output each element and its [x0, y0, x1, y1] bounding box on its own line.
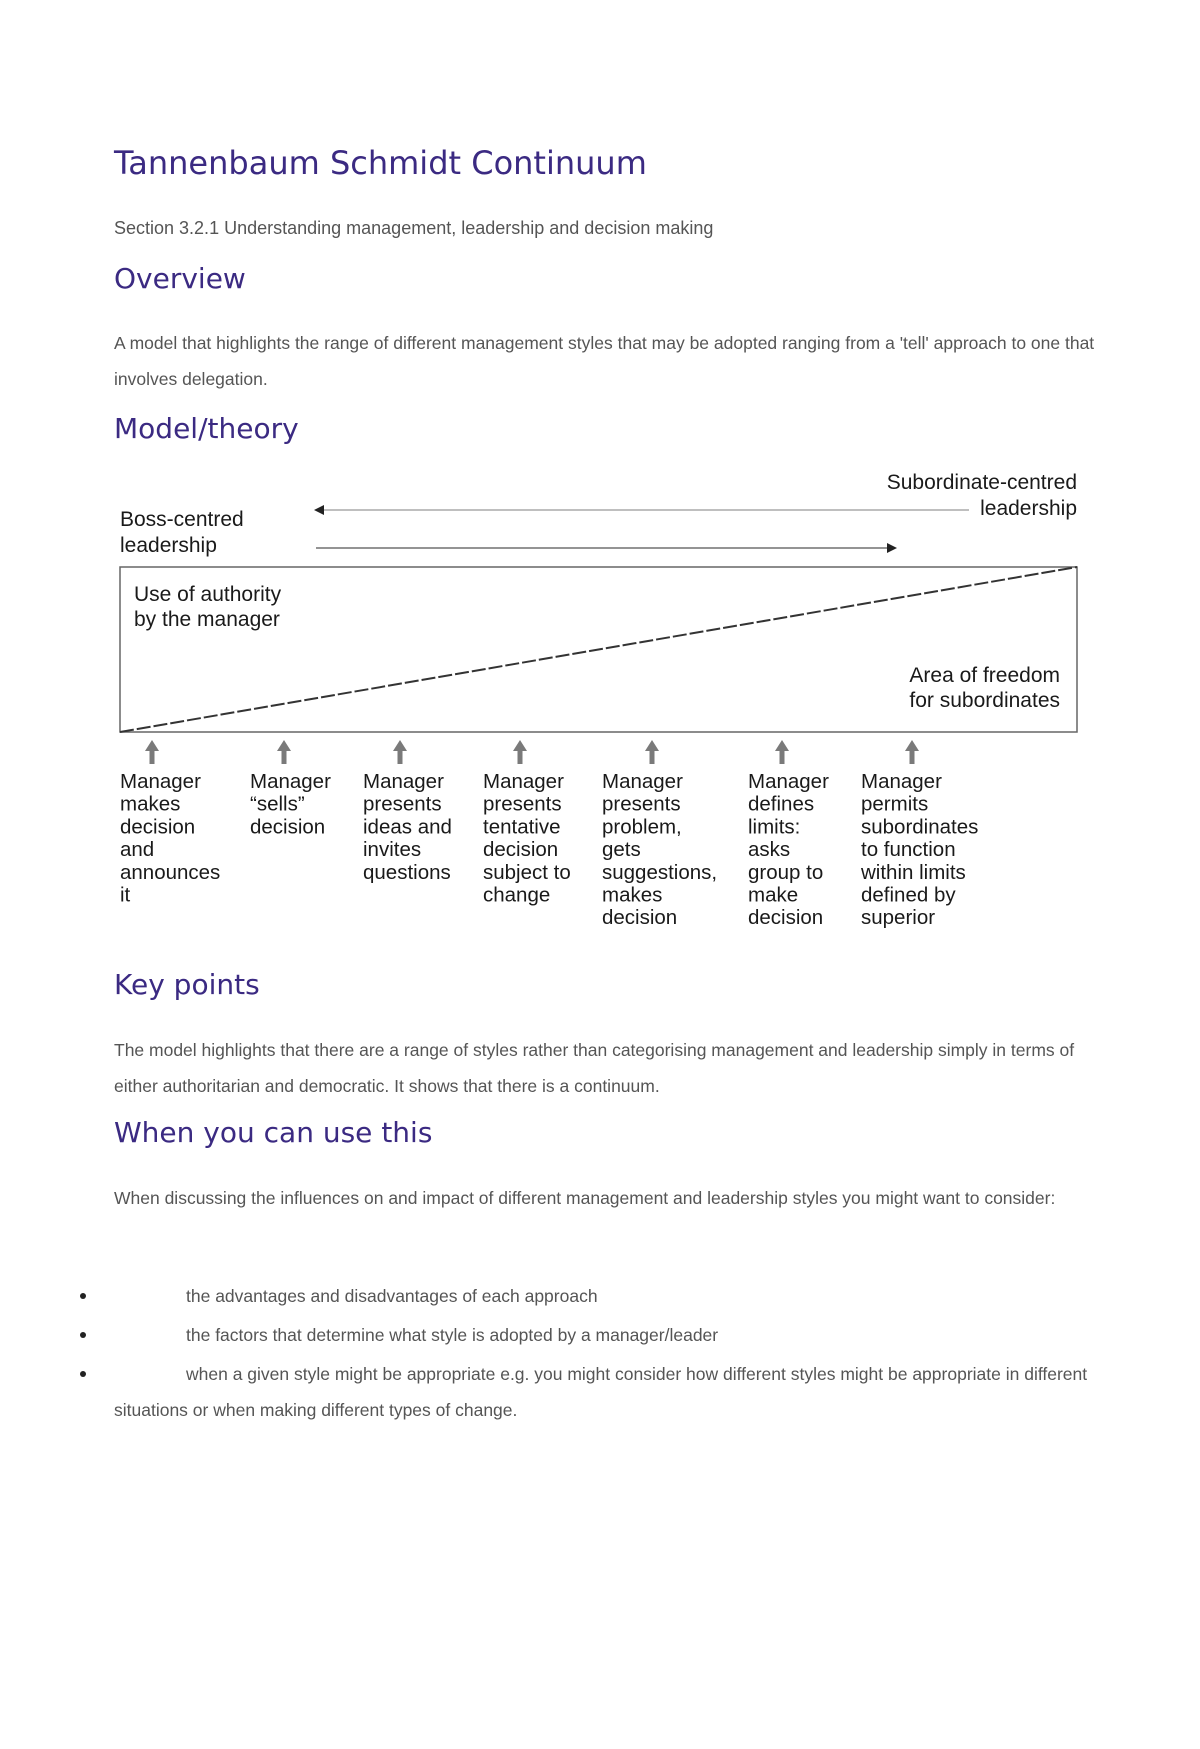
- page-title: Tannenbaum Schmidt Continuum: [114, 144, 647, 182]
- behaviour-label-line: makes: [602, 883, 663, 907]
- behaviour-label-line: makes: [120, 792, 181, 816]
- key-points-text: The model highlights that there are a range of styles rather than categorising management and leadership simply in terms of either authoritarian and democratic. It shows that there is a continuum.: [114, 1040, 1075, 1096]
- up-arrow-icon: [645, 740, 659, 751]
- usage-intro: When discussing the influences on and impact of different management and leadership styles you might want to consider:: [114, 1188, 1056, 1208]
- behaviour-label-line: defines: [748, 792, 815, 816]
- bullet-icon: [80, 1371, 86, 1377]
- bullet-text: the advantages and disadvantages of each approach: [186, 1286, 598, 1306]
- up-arrow-icon: [775, 740, 789, 751]
- key-points-heading: Key points: [114, 968, 260, 1001]
- behaviour-label-line: it: [120, 883, 131, 907]
- model-heading: Model/theory: [114, 412, 299, 445]
- section-subtitle: Section 3.2.1 Understanding management, leadership and decision making: [114, 218, 714, 238]
- behaviour-label-line: permits: [861, 792, 929, 816]
- behaviour-label-line: decision: [748, 906, 824, 930]
- behaviour-label-line: subordinates: [861, 815, 979, 839]
- behaviour-label-line: Manager: [250, 770, 331, 793]
- behaviour-label-line: subject to: [483, 860, 571, 884]
- behaviour-label-line: to function: [861, 838, 956, 862]
- behaviour-label-line: tentative: [483, 815, 561, 839]
- behaviour-label-line: questions: [363, 860, 451, 884]
- behaviour-label-line: gets: [602, 838, 641, 862]
- usage-bullet-list: [114, 1278, 1099, 1431]
- boss-label-line1: Boss-centred: [120, 508, 244, 531]
- subordinate-label-line2: leadership: [980, 497, 1077, 520]
- bullet-icon: [80, 1293, 86, 1299]
- behaviour-label-line: Manager: [602, 770, 683, 793]
- bullet-text: when a given style might be appropriate e.g. you might consider how different styles might be appropriate in different situations or when making different types of change.: [114, 1364, 1088, 1420]
- behaviour-label-line: defined by: [861, 883, 956, 907]
- bullet-icon: [80, 1332, 86, 1338]
- overview-heading: Overview: [114, 262, 246, 295]
- authority-label-line2: by the manager: [134, 608, 280, 631]
- behaviour-label-line: superior: [861, 906, 936, 930]
- behaviour-label-line: invites: [363, 838, 422, 862]
- behaviour-label-line: ideas and: [363, 815, 452, 839]
- bullet-text: the factors that determine what style is adopted by a manager/leader: [186, 1325, 719, 1345]
- behaviour-label-line: decision: [120, 815, 196, 839]
- behaviour-label-line: make: [748, 883, 799, 907]
- behaviour-label-line: Manager: [120, 770, 201, 793]
- freedom-label-line2: for subordinates: [909, 689, 1060, 712]
- behaviour-label-line: Manager: [483, 770, 564, 793]
- behaviour-label-line: Manager: [861, 770, 942, 793]
- behaviour-label-line: change: [483, 883, 551, 907]
- boss-arrow-head: [887, 543, 897, 553]
- list-item: [114, 1317, 1099, 1353]
- subordinate-arrow-head: [314, 505, 324, 515]
- freedom-label-line1: Area of freedom: [909, 664, 1060, 687]
- behaviour-label-line: decision: [602, 906, 678, 930]
- subordinate-label-line1: Subordinate-centred: [886, 471, 1077, 494]
- continuum-diagram-svg: [112, 466, 1092, 956]
- up-arrow-icon: [277, 740, 291, 751]
- behaviour-label-line: presents: [602, 792, 681, 816]
- list-item: [114, 1278, 1099, 1314]
- boss-label-line2: leadership: [120, 534, 217, 557]
- behaviour-columns: [120, 740, 978, 929]
- behaviour-label-line: problem,: [602, 815, 682, 839]
- overview-text: A model that highlights the range of different management styles that may be adopted ranging from a 'tell' approach to one that involves delegation.: [114, 333, 1095, 389]
- continuum-diagram: [112, 466, 1092, 956]
- behaviour-label-line: Manager: [748, 770, 829, 793]
- behaviour-label-line: presents: [483, 792, 562, 816]
- behaviour-label-line: decision: [250, 815, 326, 839]
- behaviour-label-line: asks: [748, 838, 791, 862]
- usage-heading: When you can use this: [114, 1116, 433, 1149]
- behaviour-label-line: group to: [748, 860, 824, 884]
- authority-label-line1: Use of authority: [134, 583, 282, 606]
- behaviour-label-line: suggestions,: [602, 860, 718, 884]
- behaviour-label-line: within limits: [861, 860, 966, 884]
- behaviour-label-line: presents: [363, 792, 442, 816]
- behaviour-label-line: decision: [483, 838, 559, 862]
- up-arrow-icon: [905, 740, 919, 751]
- up-arrow-icon: [145, 740, 159, 751]
- behaviour-label-line: “sells”: [250, 792, 305, 816]
- behaviour-label-line: limits:: [748, 815, 801, 839]
- behaviour-label-line: announces: [120, 860, 221, 884]
- up-arrow-icon: [393, 740, 407, 751]
- list-item: [114, 1356, 1099, 1428]
- behaviour-label-line: Manager: [363, 770, 444, 793]
- behaviour-label-line: and: [120, 838, 155, 862]
- up-arrow-icon: [513, 740, 527, 751]
